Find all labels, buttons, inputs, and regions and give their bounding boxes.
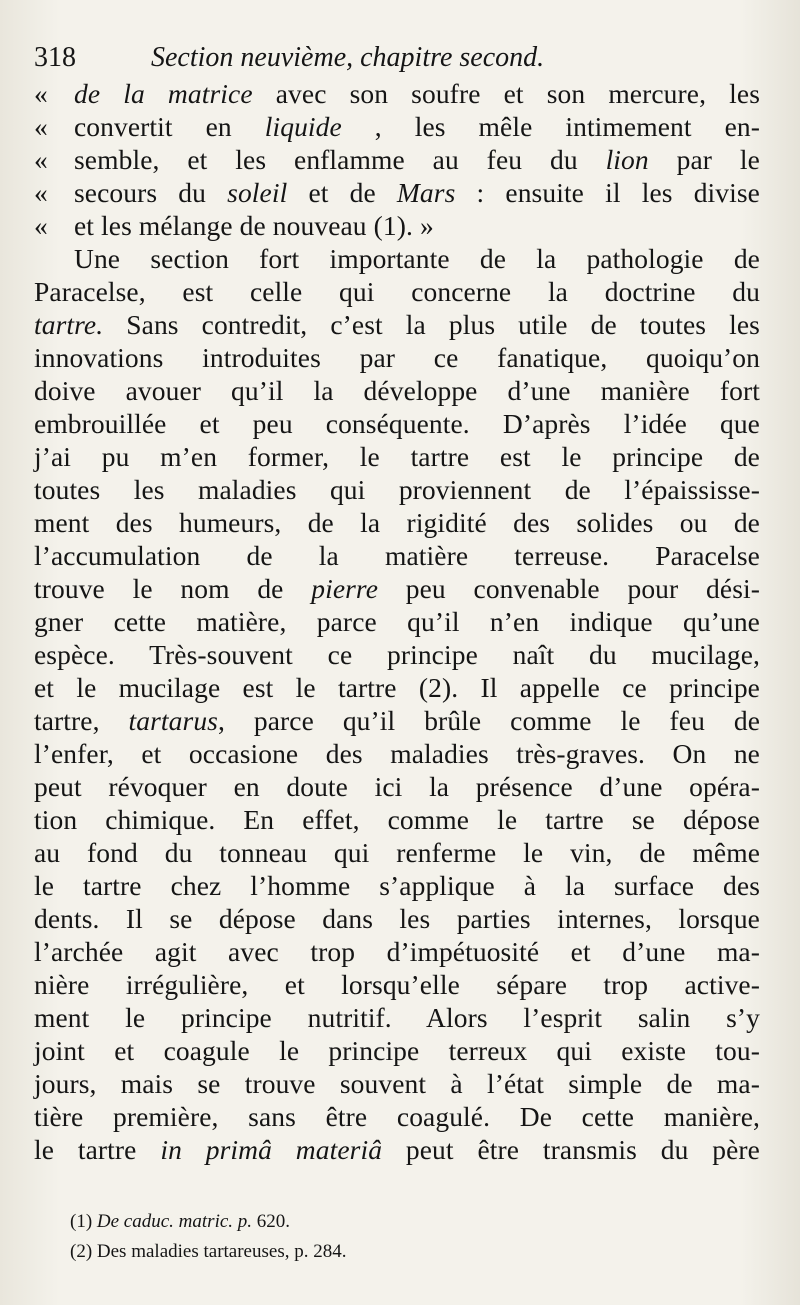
text-segment: le tartre chez l’homme s’applique à la surface des [34,870,760,901]
text-line [34,242,760,275]
text-segment: tartre, [34,705,129,736]
text-line [34,275,760,308]
text-segment: joint et coagule le principe terreux qui existe tou- [34,1035,760,1066]
text-line [34,968,760,1001]
text-line [34,869,760,902]
text-segment: innovations introduites par ce fanatique, quoiqu’on [34,342,760,373]
text-line [34,836,760,869]
text-line [34,1133,760,1166]
text-segment: toutes les maladies qui proviennent de l’épaississe- [34,474,760,505]
text-line [34,176,760,209]
quote-mark: « [34,177,48,208]
text-segment: Sans contredit, c’est la plus utile de toutes les [103,309,760,340]
text-segment: , les mêle intimement en- [341,111,760,142]
text-segment: doive avouer qu’il la développe d’une manière fort [34,375,760,406]
quote-mark: « [34,210,48,241]
text-line [34,1067,760,1100]
text-segment: tion chimique. En effet, comme le tartre se dépose [34,804,760,835]
text-line [34,506,760,539]
text-line [34,143,760,176]
text-line [34,935,760,968]
italic-text: lion [605,144,649,175]
text-line [34,473,760,506]
italic-text: Mars [396,177,456,208]
text-segment: : ensuite il les divise [455,177,760,208]
text-line [34,737,760,770]
italic-text: De caduc. matric. p. [96,1211,253,1232]
text-segment: peut être transmis du père [382,1134,760,1165]
text-segment: Une section fort importante de la pathologie de [74,243,760,274]
text-line [34,407,760,440]
text-line [34,539,760,572]
text-segment: , parce qu’il brûle comme le feu de [217,705,761,736]
italic-text: de la matrice [74,78,253,109]
text-segment: trouve le nom de [34,573,312,604]
text-line [34,77,760,110]
text-segment: secours du [74,177,228,208]
text-segment: convertit en [74,111,265,142]
text-line [34,605,760,638]
text-segment: embrouillée et peu conséquente. D’après l’idée que [34,408,760,439]
text-segment: (2) Des maladies tartareuses, p. 284. [70,1241,347,1262]
text-segment: jours, mais se trouve souvent à l’état simple de ma- [34,1068,760,1099]
text-segment: (1) [70,1211,97,1232]
text-line [34,209,760,242]
text-segment: gner cette matière, parce qu’il n’en indique qu’une [34,606,760,637]
quote-mark: « [34,111,48,142]
text-segment: l’archée agit avec trop d’impétuosité et d’une ma- [34,936,760,967]
text-segment: j’ai pu m’en former, le tartre est le principe de [34,441,760,472]
text-line [34,902,760,935]
text-line [34,440,760,473]
page-number: 318 [34,42,76,73]
text-segment: et le mucilage est le tartre (2). Il appelle ce principe [34,672,760,703]
text-line [34,341,760,374]
text-segment: Paracelse, est celle qui concerne la doctrine du [34,276,760,307]
text-segment: au fond du tonneau qui renferme le vin, de même [34,837,760,868]
text-segment: l’accumulation de la matière terreuse. Paracelse [34,540,760,571]
italic-text: soleil [227,177,288,208]
text-line [34,110,760,143]
text-segment: peut révoquer en doute ici la présence d’une opéra- [34,771,760,802]
text-segment: espèce. Très-souvent ce principe naît du mucilage, [34,639,760,670]
text-segment: nière irrégulière, et lorsqu’elle sépare trop active- [34,969,760,1000]
footnote [70,1207,670,1237]
text-segment: avec son soufre et son mercure, les [252,78,761,109]
quote-mark: « [34,78,48,109]
text-segment: et de [287,177,397,208]
text-segment: peu convenable pour dési- [378,573,760,604]
footnotes [70,1207,670,1267]
text-segment: par le [648,144,760,175]
text-segment: tière première, sans être coagulé. De cette manière, [34,1101,760,1132]
text-line [34,374,760,407]
italic-text: in primâ materiâ [160,1134,383,1165]
text-line [34,671,760,704]
text-line [34,803,760,836]
text-line [34,1034,760,1067]
text-line [34,572,760,605]
text-line [34,308,760,341]
italic-text: tartre. [34,309,104,340]
italic-text: pierre [311,573,379,604]
quote-mark: « [34,144,48,175]
body-text [34,77,760,1166]
text-line [34,704,760,737]
text-line [34,1100,760,1133]
italic-text: tartarus [128,705,218,736]
text-line [34,770,760,803]
text-segment: et les mélange de nouveau (1). » [74,210,434,241]
text-segment: 620. [252,1211,291,1232]
text-segment: dents. Il se dépose dans les parties internes, lorsque [34,903,760,934]
footnote [70,1237,670,1267]
text-segment: semble, et les enflamme au feu du [74,144,606,175]
italic-text: liquide [264,111,342,142]
text-segment: l’enfer, et occasione des maladies très-graves. On ne [34,738,760,769]
text-segment: ment le principe nutritif. Alors l’esprit salin s’y [34,1002,760,1033]
text-segment: le tartre [34,1134,161,1165]
page-header [34,38,764,78]
running-title: Section neuvième, chapitre second. [151,42,545,73]
text-line [34,1001,760,1034]
text-segment: ment des humeurs, de la rigidité des solides ou de [34,507,760,538]
text-line [34,638,760,671]
